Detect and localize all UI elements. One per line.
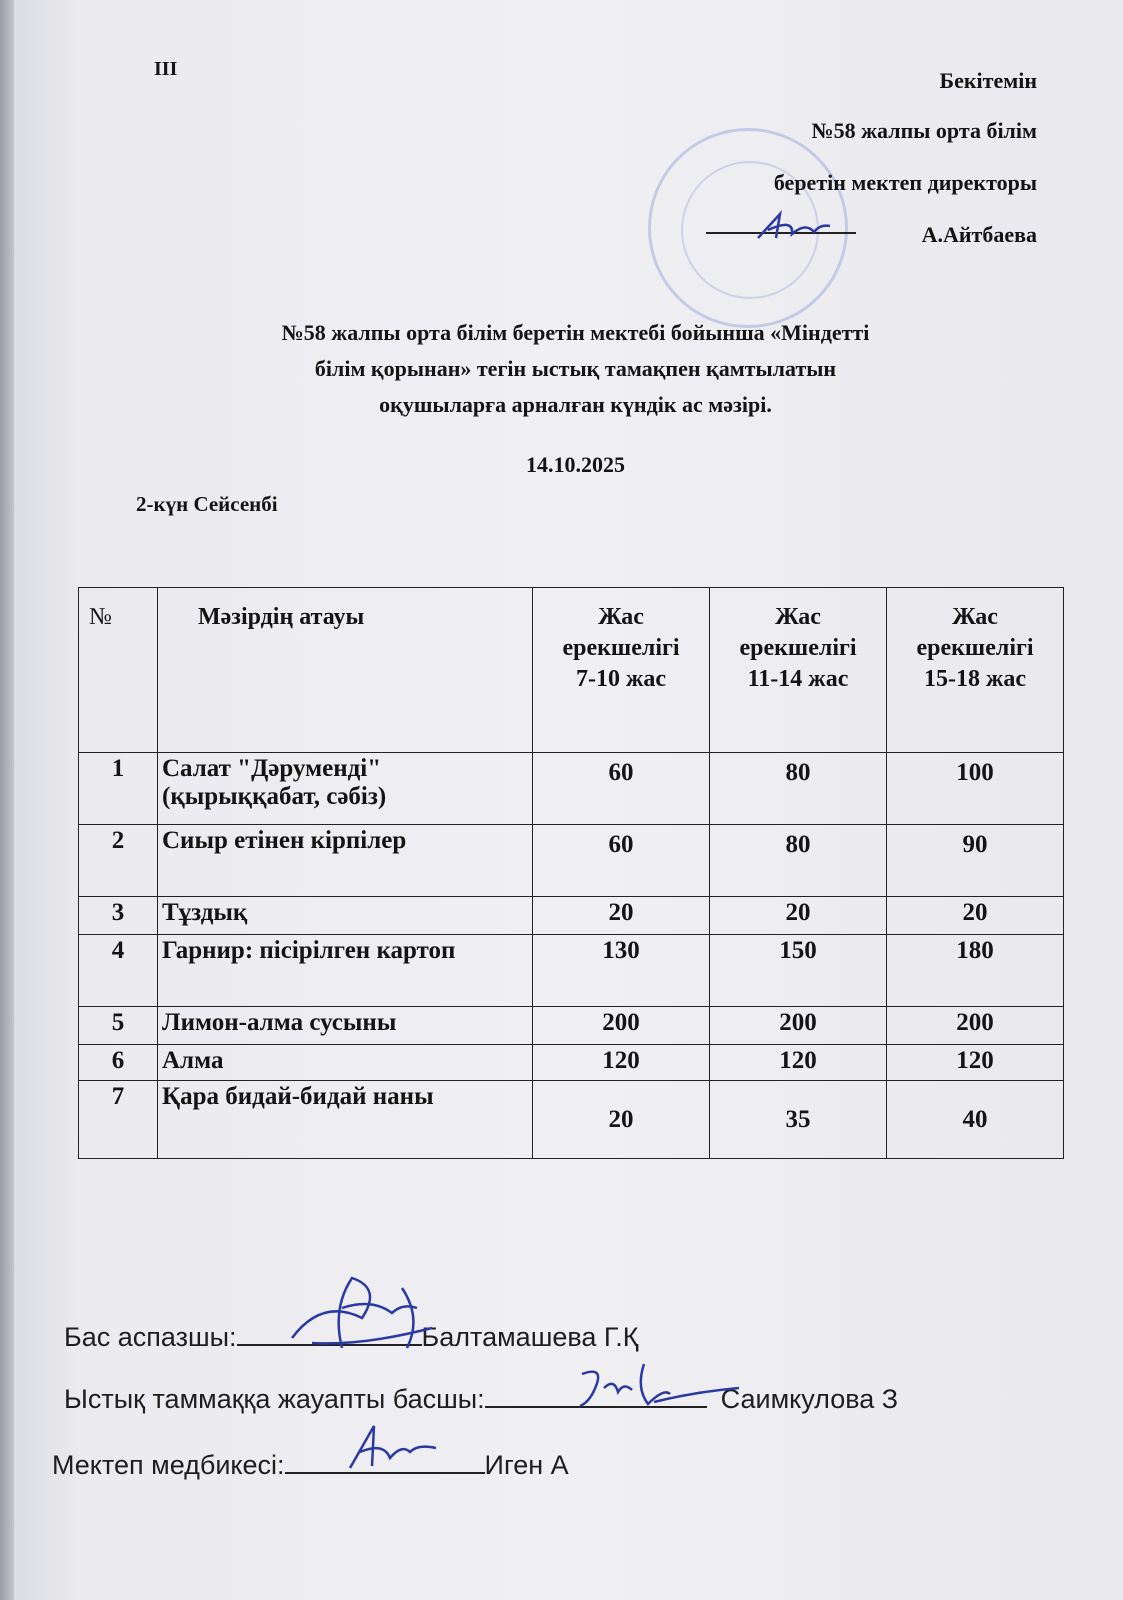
row-no: 1	[79, 753, 158, 825]
row-dish-name: Лимон-алма сусыны	[158, 1007, 533, 1045]
row-portion-15-18: 180	[887, 935, 1064, 1007]
menu-date: 14.10.2025	[526, 452, 625, 477]
header-age-7-10: Жас ерекшелігі 7-10 жас	[533, 588, 710, 753]
row-dish-name: Тұздық	[158, 897, 533, 935]
approve-line-director: беретін мектеп директоры	[773, 170, 1037, 195]
row-portion-15-18: 40	[887, 1081, 1064, 1159]
row-portion-15-18: 120	[887, 1045, 1064, 1081]
row-dish-name: Алма	[158, 1045, 533, 1081]
table-row	[79, 753, 1064, 825]
row-dish-name: Қара бидай-бидай наны	[158, 1081, 533, 1159]
header-age-11-14: Жас ерекшелігі 11-14 жас	[710, 588, 887, 753]
title-line-1: №58 жалпы орта білім беретін мектебі бойынша «Міндетті	[281, 320, 870, 345]
row-no: 7	[79, 1081, 158, 1159]
table-row	[79, 897, 1064, 935]
header-age-15-18: Жас ерекшелігі 15-18 жас	[887, 588, 1064, 753]
row-dish-name: Салат "Дәруменді" (қырыққабат, сәбіз)	[158, 753, 533, 825]
director-signature	[754, 208, 834, 248]
row-portion-15-18: 200	[887, 1007, 1064, 1045]
row-portion-11-14: 80	[710, 753, 887, 825]
nurse-role: Мектеп медбикесі:	[52, 1450, 285, 1480]
row-portion-15-18: 100	[887, 753, 1064, 825]
table-header-row	[79, 588, 1064, 753]
signature-row-nurse	[52, 1446, 569, 1481]
row-no: 5	[79, 1007, 158, 1045]
row-portion-11-14: 120	[710, 1045, 887, 1081]
row-portion-15-18: 90	[887, 825, 1064, 897]
title-line-3: оқушыларға арналған күндік ас мәзірі.	[379, 392, 772, 417]
header-no: №	[79, 588, 158, 753]
row-portion-11-14: 150	[710, 935, 887, 1007]
nurse-signature	[344, 1418, 444, 1474]
row-portion-7-10: 60	[533, 825, 710, 897]
row-no: 6	[79, 1045, 158, 1081]
table-row	[79, 935, 1064, 1007]
row-no: 3	[79, 897, 158, 935]
document-page	[14, 0, 1123, 1600]
header-name: Мәзірдің атауы	[158, 588, 533, 753]
row-portion-7-10: 200	[533, 1007, 710, 1045]
row-portion-7-10: 20	[533, 897, 710, 935]
chef-role: Бас аспазшы:	[64, 1322, 237, 1352]
row-portion-7-10: 20	[533, 1081, 710, 1159]
menu-table	[78, 587, 1064, 1159]
row-dish-name: Сиыр етінен кірпілер	[158, 825, 533, 897]
corner-mark: ІІІ	[154, 58, 178, 80]
binder-edge	[0, 0, 14, 1600]
row-dish-name: Гарнир: пісірілген картоп	[158, 935, 533, 1007]
row-portion-7-10: 130	[533, 935, 710, 1007]
menu-day: 2-күн Сейсенбі	[136, 492, 278, 516]
approve-heading: Бекітемін	[939, 68, 1037, 93]
row-no: 4	[79, 935, 158, 1007]
hot-meal-signature	[574, 1358, 744, 1418]
row-no: 2	[79, 825, 158, 897]
row-portion-7-10: 120	[533, 1045, 710, 1081]
row-portion-11-14: 200	[710, 1007, 887, 1045]
table-row	[79, 1045, 1064, 1081]
row-portion-11-14: 20	[710, 897, 887, 935]
row-portion-11-14: 35	[710, 1081, 887, 1159]
title-line-2: білім қорынан» тегін ыстық тамақпен қамтылатын	[314, 356, 837, 381]
hot-meal-role: Ыстық таммаққа жауапты басшы:	[64, 1384, 485, 1414]
signature-row-hot-meal	[64, 1380, 898, 1415]
chef-signature	[282, 1268, 442, 1358]
row-portion-15-18: 20	[887, 897, 1064, 935]
table-row	[79, 1081, 1064, 1159]
table-row	[79, 1007, 1064, 1045]
nurse-name: Иген А	[484, 1450, 569, 1480]
approve-line-school: №58 жалпы орта білім	[811, 118, 1037, 143]
hot-meal-name: Саимкулова З	[720, 1384, 899, 1414]
director-name: А.Айтбаева	[921, 222, 1037, 247]
chef-name: Балтамашева Г.Қ	[421, 1322, 639, 1352]
row-portion-7-10: 60	[533, 753, 710, 825]
table-row	[79, 825, 1064, 897]
row-portion-11-14: 80	[710, 825, 887, 897]
